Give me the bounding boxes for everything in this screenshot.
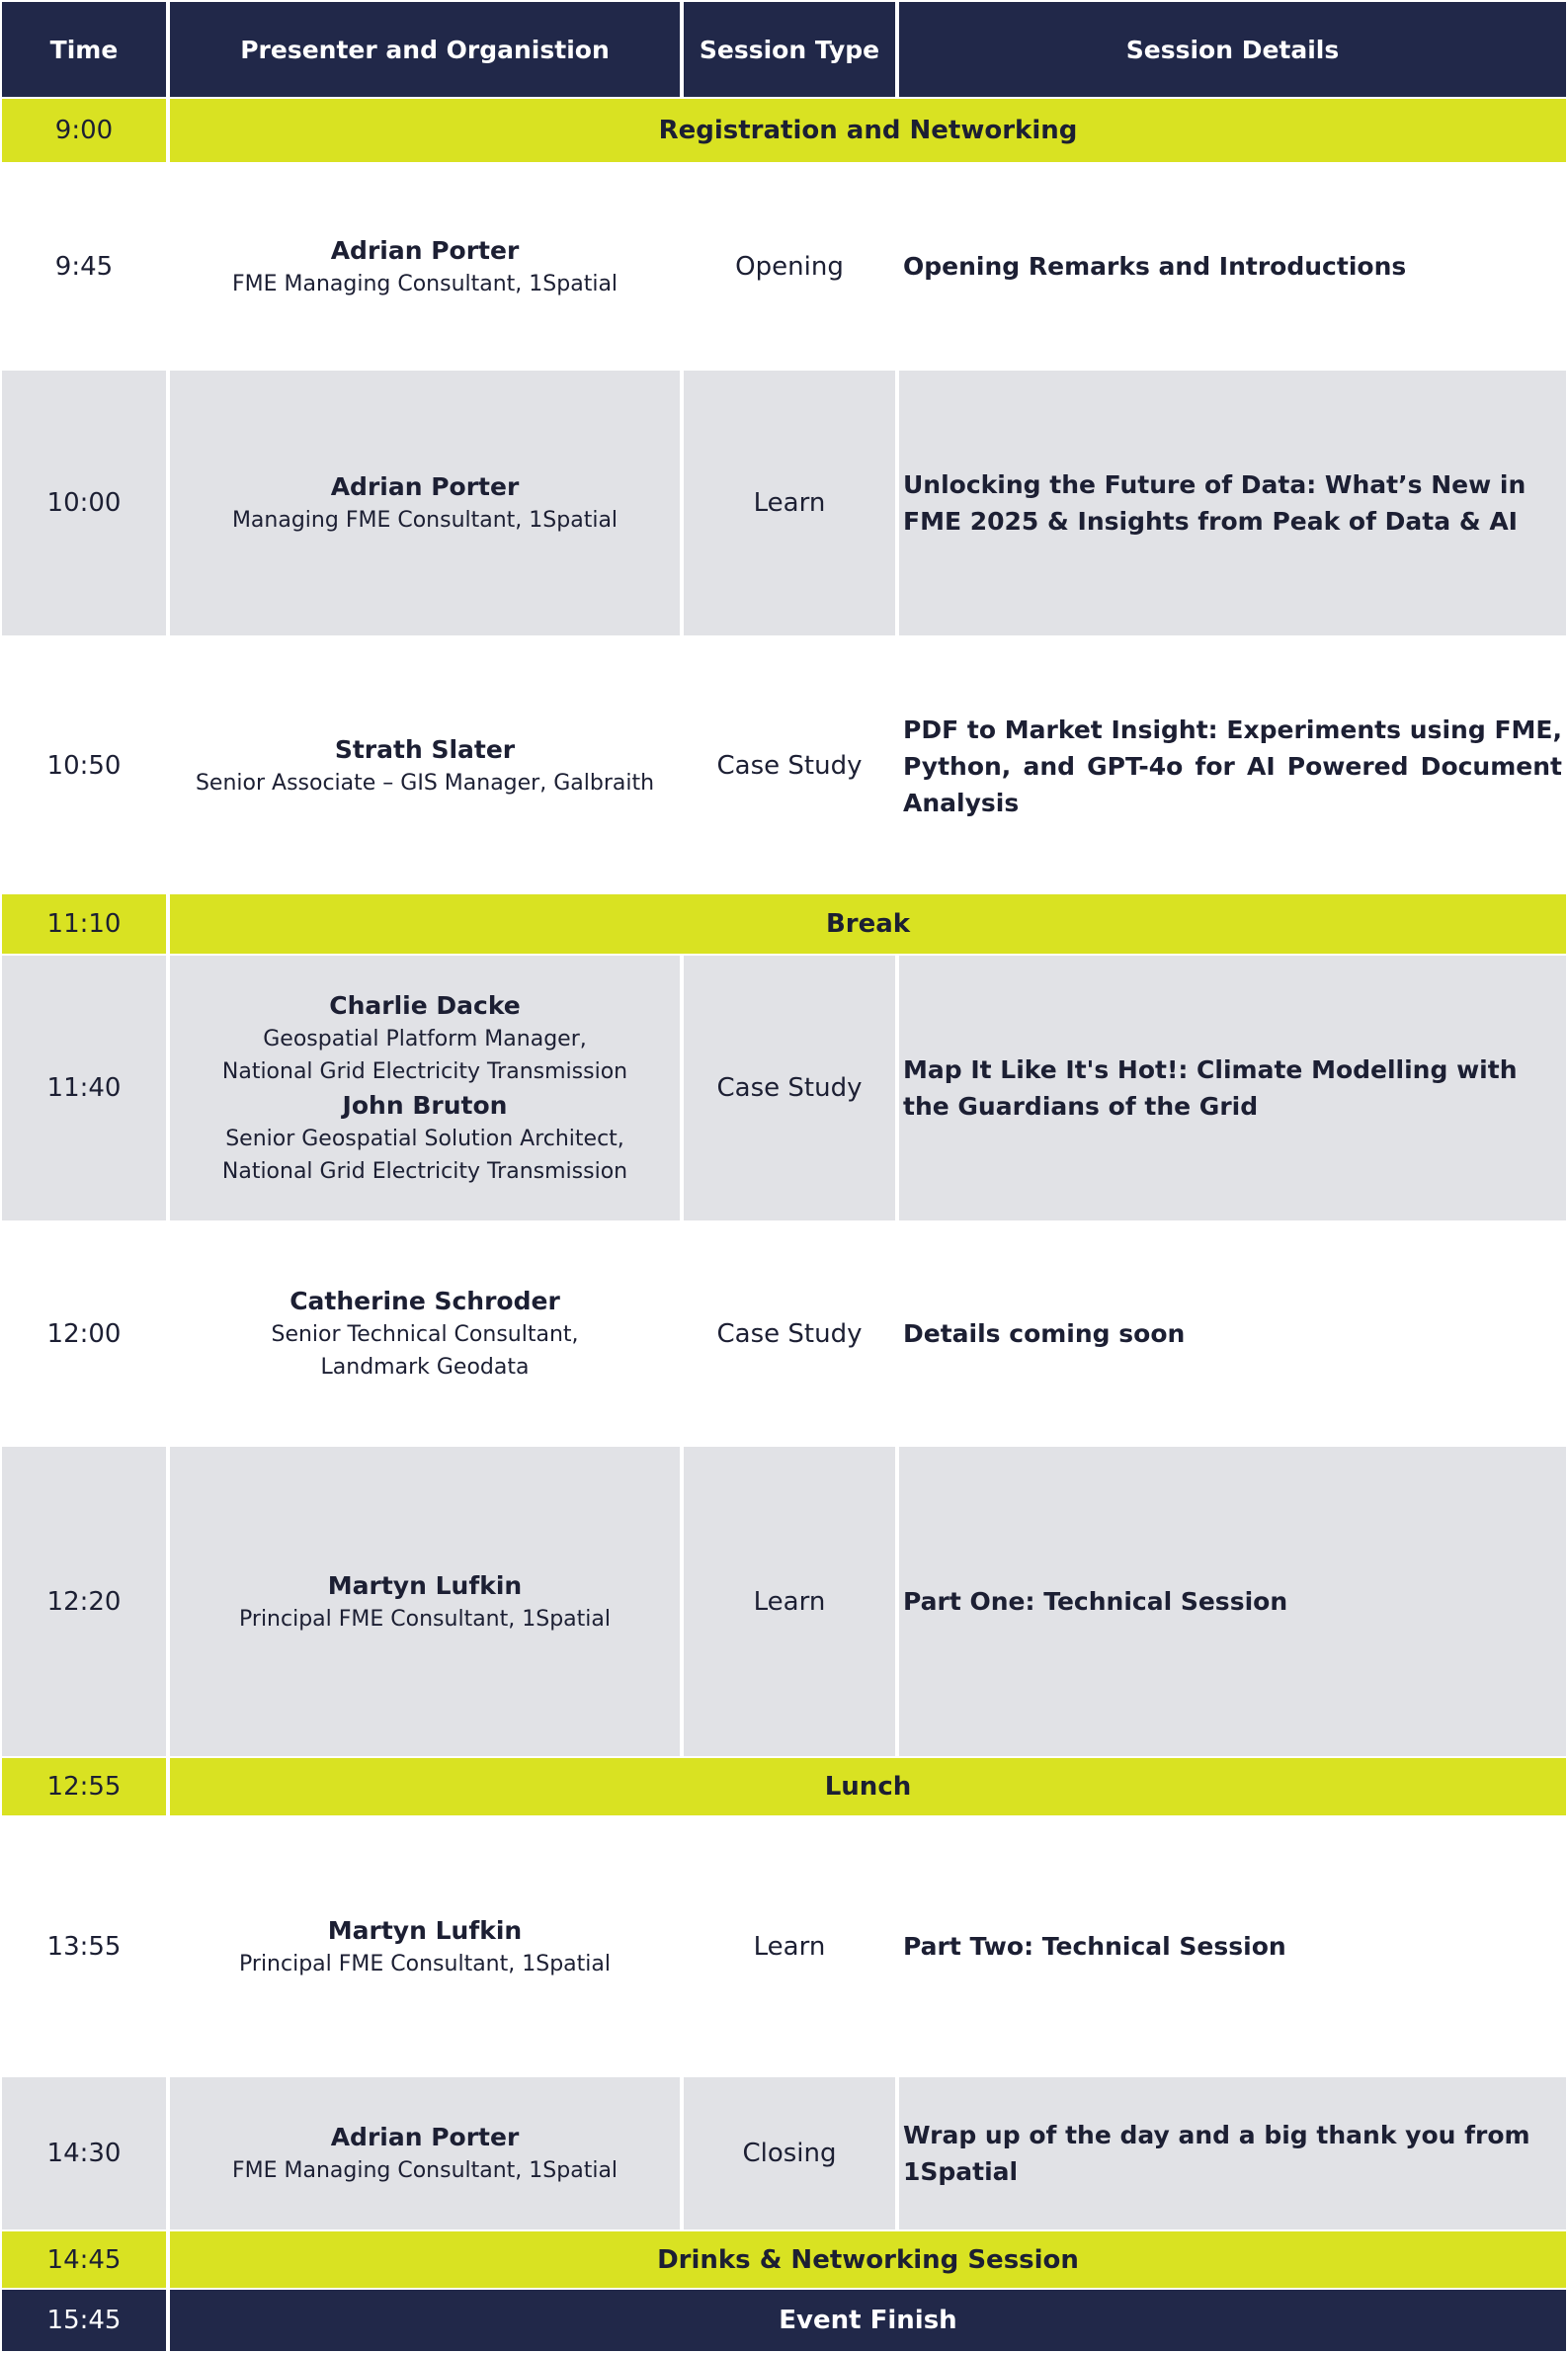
presenter-role: Principal FME Consultant, 1Spatial — [239, 1606, 611, 1632]
presenter-role: Senior Associate – GIS Manager, Galbraith — [195, 771, 655, 796]
band-registration — [2, 99, 1566, 162]
presenter-name: Catherine Schroder — [289, 1287, 560, 1315]
presenter-name: Adrian Porter — [330, 472, 520, 501]
session-details: Map It Like It's Hot!: Climate Modelling with the Guardians of the Grid — [899, 956, 1566, 1220]
presenter-role: Landmark Geodata — [320, 1355, 530, 1380]
presenter-role: Senior Technical Consultant, — [271, 1322, 579, 1347]
band-label: Break — [825, 909, 911, 939]
session-details: Part Two: Technical Session — [903, 1932, 1286, 1961]
header-session-details: Session Details — [899, 2, 1566, 97]
table-row — [0, 164, 1568, 369]
presenter-role: Senior Geospatial Solution Architect, — [225, 1127, 624, 1151]
presenter-name: Adrian Porter — [330, 235, 520, 265]
session-type: Learn — [684, 1447, 895, 1756]
presenter-name: Strath Slater — [334, 735, 516, 764]
presenter-role: FME Managing Consultant, 1Spatial — [231, 2158, 619, 2183]
band-time: 15:45 — [46, 2306, 122, 2335]
session-type: Case Study — [716, 751, 863, 781]
presenter-name: Martyn Lufkin — [327, 1570, 523, 1600]
table-row — [0, 1447, 1568, 1756]
presenter-cell — [170, 371, 680, 635]
band-time: 9:00 — [54, 116, 114, 145]
table-row — [0, 2077, 1568, 2229]
presenter-name: Charlie Dacke — [329, 991, 521, 1020]
presenter-role: National Grid Electricity Transmission — [221, 1159, 628, 1184]
session-type: Case Study — [684, 956, 895, 1220]
presenter-name: John Bruton — [342, 1091, 508, 1120]
presenter-cell — [170, 1447, 680, 1756]
band-label: Drinks & Networking Session — [657, 2244, 1079, 2275]
session-time: 13:55 — [46, 1931, 122, 1962]
band-break — [2, 894, 1566, 954]
band-drinks-networking — [2, 2231, 1566, 2288]
band-label: Lunch — [824, 1772, 912, 1802]
band-event-finish — [2, 2290, 1566, 2351]
table-row — [0, 637, 1568, 894]
header-session-type: Session Type — [684, 2, 895, 97]
presenter-role: Managing FME Consultant, 1Spatial — [231, 508, 619, 533]
presenter-cell — [170, 164, 680, 369]
session-time: 14:30 — [2, 2077, 166, 2229]
session-details: Unlocking the Future of Data: What’s New in FME 2025 & Insights from Peak of Data & AI — [899, 371, 1566, 635]
presenter-cell — [170, 637, 680, 894]
header-presenter: Presenter and Organistion — [170, 2, 680, 97]
session-type: Learn — [684, 371, 895, 635]
session-time: 10:50 — [46, 751, 122, 781]
band-lunch — [2, 1758, 1566, 1815]
table-row — [0, 956, 1568, 1220]
session-details: Details coming soon — [903, 1319, 1186, 1348]
presenter-cell — [170, 1817, 680, 2075]
session-details: PDF to Market Insight: Experiments using FME, Python, and GPT-4o for AI Powered Document Analysis — [903, 714, 1562, 817]
session-time: 10:00 — [2, 371, 166, 635]
session-details: Opening Remarks and Introductions — [903, 252, 1407, 281]
session-type: Learn — [753, 1931, 826, 1962]
session-time: 11:40 — [2, 956, 166, 1220]
presenter-name: Adrian Porter — [330, 2123, 520, 2151]
presenter-cell — [170, 1222, 680, 1445]
table-row — [0, 371, 1568, 635]
session-type: Closing — [684, 2077, 895, 2229]
presenter-name: Martyn Lufkin — [327, 1915, 523, 1945]
presenter-role: Principal FME Consultant, 1Spatial — [239, 1951, 611, 1976]
table-row — [0, 1222, 1568, 1445]
presenter-role: Geospatial Platform Manager, — [263, 1027, 587, 1051]
header-time: Time — [2, 2, 166, 97]
session-type: Case Study — [716, 1318, 863, 1349]
session-details: Wrap up of the day and a big thank you from 1Spatial — [899, 2077, 1566, 2229]
presenter-cell — [170, 2077, 680, 2229]
session-time: 12:00 — [46, 1318, 122, 1349]
session-time: 9:45 — [54, 251, 114, 282]
band-time: 14:45 — [46, 2244, 122, 2275]
band-time: 12:55 — [46, 1772, 122, 1802]
band-time: 11:10 — [46, 909, 122, 939]
session-type: Opening — [735, 251, 844, 282]
presenter-cell — [170, 956, 680, 1220]
table-row — [0, 1817, 1568, 2075]
session-time: 12:20 — [2, 1447, 166, 1756]
presenter-role: FME Managing Consultant, 1Spatial — [231, 271, 619, 296]
band-label: Event Finish — [779, 2306, 957, 2335]
session-details: Part One: Technical Session — [899, 1447, 1566, 1756]
presenter-role: National Grid Electricity Transmission — [221, 1059, 628, 1084]
band-label: Registration and Networking — [658, 116, 1078, 145]
